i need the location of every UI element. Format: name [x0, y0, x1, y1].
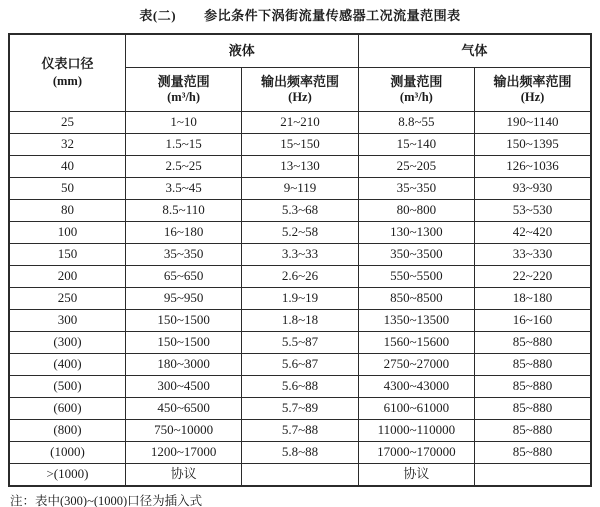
cell-gas-freq: 93~930 [475, 178, 591, 200]
header-gas: 气体 [358, 34, 591, 68]
cell-diameter: 50 [9, 178, 125, 200]
cell-liquid-freq: 5.7~89 [242, 398, 358, 420]
header-gas-freq-label: 输出频率范围 [493, 73, 572, 89]
cell-gas-range: 11000~110000 [358, 420, 474, 442]
header-diameter-unit: (mm) [52, 74, 83, 89]
cell-liquid-range: 8.5~110 [125, 200, 241, 222]
cell-liquid-range: 65~650 [125, 266, 241, 288]
cell-gas-freq: 126~1036 [475, 156, 591, 178]
cell-gas-range: 130~1300 [358, 222, 474, 244]
table-row [9, 376, 591, 398]
cell-liquid-freq: 5.6~88 [242, 376, 358, 398]
cell-diameter: (800) [9, 420, 125, 442]
cell-gas-freq: 53~530 [475, 200, 591, 222]
cell-gas-range: 35~350 [358, 178, 474, 200]
table-row [9, 398, 591, 420]
header-gas-range-unit: (m³/h) [399, 89, 433, 104]
cell-liquid-range: 2.5~25 [125, 156, 241, 178]
cell-liquid-freq: 5.6~87 [242, 354, 358, 376]
cell-diameter: 25 [9, 112, 125, 134]
cell-liquid-freq: 13~130 [242, 156, 358, 178]
cell-gas-freq [475, 464, 591, 487]
cell-gas-range: 协议 [358, 464, 474, 487]
header-liquid: 液体 [125, 34, 358, 68]
cell-gas-freq: 85~880 [475, 442, 591, 464]
cell-gas-range: 15~140 [358, 134, 474, 156]
header-liquid-range-unit: (m³/h) [167, 89, 201, 104]
cell-gas-range: 25~205 [358, 156, 474, 178]
footnote: 注：表中(300)~(1000)口径为插入式 [10, 494, 203, 507]
table-row [9, 200, 591, 222]
cell-gas-range: 17000~170000 [358, 442, 474, 464]
cell-gas-freq: 85~880 [475, 354, 591, 376]
cell-liquid-range: 1~10 [125, 112, 241, 134]
cell-liquid-range: 150~1500 [125, 310, 241, 332]
header-liquid-freq-label: 输出频率范围 [260, 73, 339, 89]
cell-diameter: 80 [9, 200, 125, 222]
cell-liquid-freq: 21~210 [242, 112, 358, 134]
cell-liquid-freq: 3.3~33 [242, 244, 358, 266]
cell-diameter: 300 [9, 310, 125, 332]
cell-liquid-freq: 5.8~88 [242, 442, 358, 464]
cell-gas-freq: 85~880 [475, 420, 591, 442]
header-diameter-label: 仪表口径 [41, 56, 94, 72]
table-row [9, 288, 591, 310]
cell-gas-range: 6100~61000 [358, 398, 474, 420]
title-text: 参比条件下涡街流量传感器工况流量范围表 [204, 8, 461, 23]
cell-liquid-freq: 1.8~18 [242, 310, 358, 332]
cell-gas-freq: 85~880 [475, 376, 591, 398]
header-gas-freq [475, 68, 591, 112]
header-liquid-range-label: 测量范围 [157, 73, 210, 89]
table-row [9, 244, 591, 266]
cell-gas-freq: 42~420 [475, 222, 591, 244]
header-gas-freq-unit: (Hz) [520, 89, 545, 104]
table-row [9, 178, 591, 200]
cell-liquid-freq: 5.5~87 [242, 332, 358, 354]
cell-liquid-freq: 2.6~26 [242, 266, 358, 288]
cell-liquid-range: 450~6500 [125, 398, 241, 420]
cell-gas-freq: 85~880 [475, 398, 591, 420]
cell-diameter: (500) [9, 376, 125, 398]
cell-diameter: (1000) [9, 442, 125, 464]
table-number: 表(二) [139, 8, 177, 23]
table-row [9, 354, 591, 376]
cell-diameter: (300) [9, 332, 125, 354]
cell-gas-freq: 18~180 [475, 288, 591, 310]
cell-liquid-range: 95~950 [125, 288, 241, 310]
table-row [9, 134, 591, 156]
table-row [9, 266, 591, 288]
cell-liquid-freq: 1.9~19 [242, 288, 358, 310]
table-row [9, 156, 591, 178]
cell-liquid-range: 1200~17000 [125, 442, 241, 464]
table-row [9, 112, 591, 134]
table-row [9, 332, 591, 354]
cell-liquid-freq: 5.7~88 [242, 420, 358, 442]
flow-range-table [8, 33, 592, 487]
header-liquid-freq [242, 68, 358, 112]
cell-gas-range: 850~8500 [358, 288, 474, 310]
cell-liquid-range: 3.5~45 [125, 178, 241, 200]
header-gas-range-label: 测量范围 [390, 73, 443, 89]
page-title [0, 0, 600, 24]
header-gas-range [358, 68, 474, 112]
table-row [9, 222, 591, 244]
cell-diameter: 250 [9, 288, 125, 310]
cell-gas-range: 1560~15600 [358, 332, 474, 354]
cell-diameter: 200 [9, 266, 125, 288]
cell-gas-freq: 85~880 [475, 332, 591, 354]
cell-liquid-range: 16~180 [125, 222, 241, 244]
header-liquid-freq-unit: (Hz) [288, 89, 312, 104]
cell-gas-range: 80~800 [358, 200, 474, 222]
header-diameter [9, 34, 125, 112]
table-row [9, 464, 591, 487]
cell-liquid-range: 35~350 [125, 244, 241, 266]
cell-diameter: (600) [9, 398, 125, 420]
cell-gas-range: 2750~27000 [358, 354, 474, 376]
cell-gas-range: 4300~43000 [358, 376, 474, 398]
cell-diameter: 32 [9, 134, 125, 156]
cell-liquid-freq: 5.2~58 [242, 222, 358, 244]
cell-diameter: >(1000) [9, 464, 125, 487]
cell-liquid-range: 300~4500 [125, 376, 241, 398]
cell-gas-range: 1350~13500 [358, 310, 474, 332]
cell-diameter: 150 [9, 244, 125, 266]
cell-gas-freq: 22~220 [475, 266, 591, 288]
cell-gas-range: 550~5500 [358, 266, 474, 288]
cell-liquid-freq: 5.3~68 [242, 200, 358, 222]
cell-diameter: (400) [9, 354, 125, 376]
cell-gas-freq: 190~1140 [475, 112, 591, 134]
cell-liquid-freq [242, 464, 358, 487]
table-row [9, 442, 591, 464]
table-row [9, 310, 591, 332]
cell-gas-range: 350~3500 [358, 244, 474, 266]
cell-liquid-freq: 15~150 [242, 134, 358, 156]
cell-liquid-range: 协议 [125, 464, 241, 487]
cell-liquid-freq: 9~119 [242, 178, 358, 200]
table-row [9, 420, 591, 442]
cell-liquid-range: 150~1500 [125, 332, 241, 354]
cell-gas-freq: 33~330 [475, 244, 591, 266]
header-liquid-range [125, 68, 241, 112]
cell-diameter: 100 [9, 222, 125, 244]
cell-liquid-range: 1.5~15 [125, 134, 241, 156]
table-body [9, 112, 591, 487]
cell-gas-freq: 16~160 [475, 310, 591, 332]
cell-gas-range: 8.8~55 [358, 112, 474, 134]
cell-gas-freq: 150~1395 [475, 134, 591, 156]
cell-diameter: 40 [9, 156, 125, 178]
cell-liquid-range: 750~10000 [125, 420, 241, 442]
cell-liquid-range: 180~3000 [125, 354, 241, 376]
